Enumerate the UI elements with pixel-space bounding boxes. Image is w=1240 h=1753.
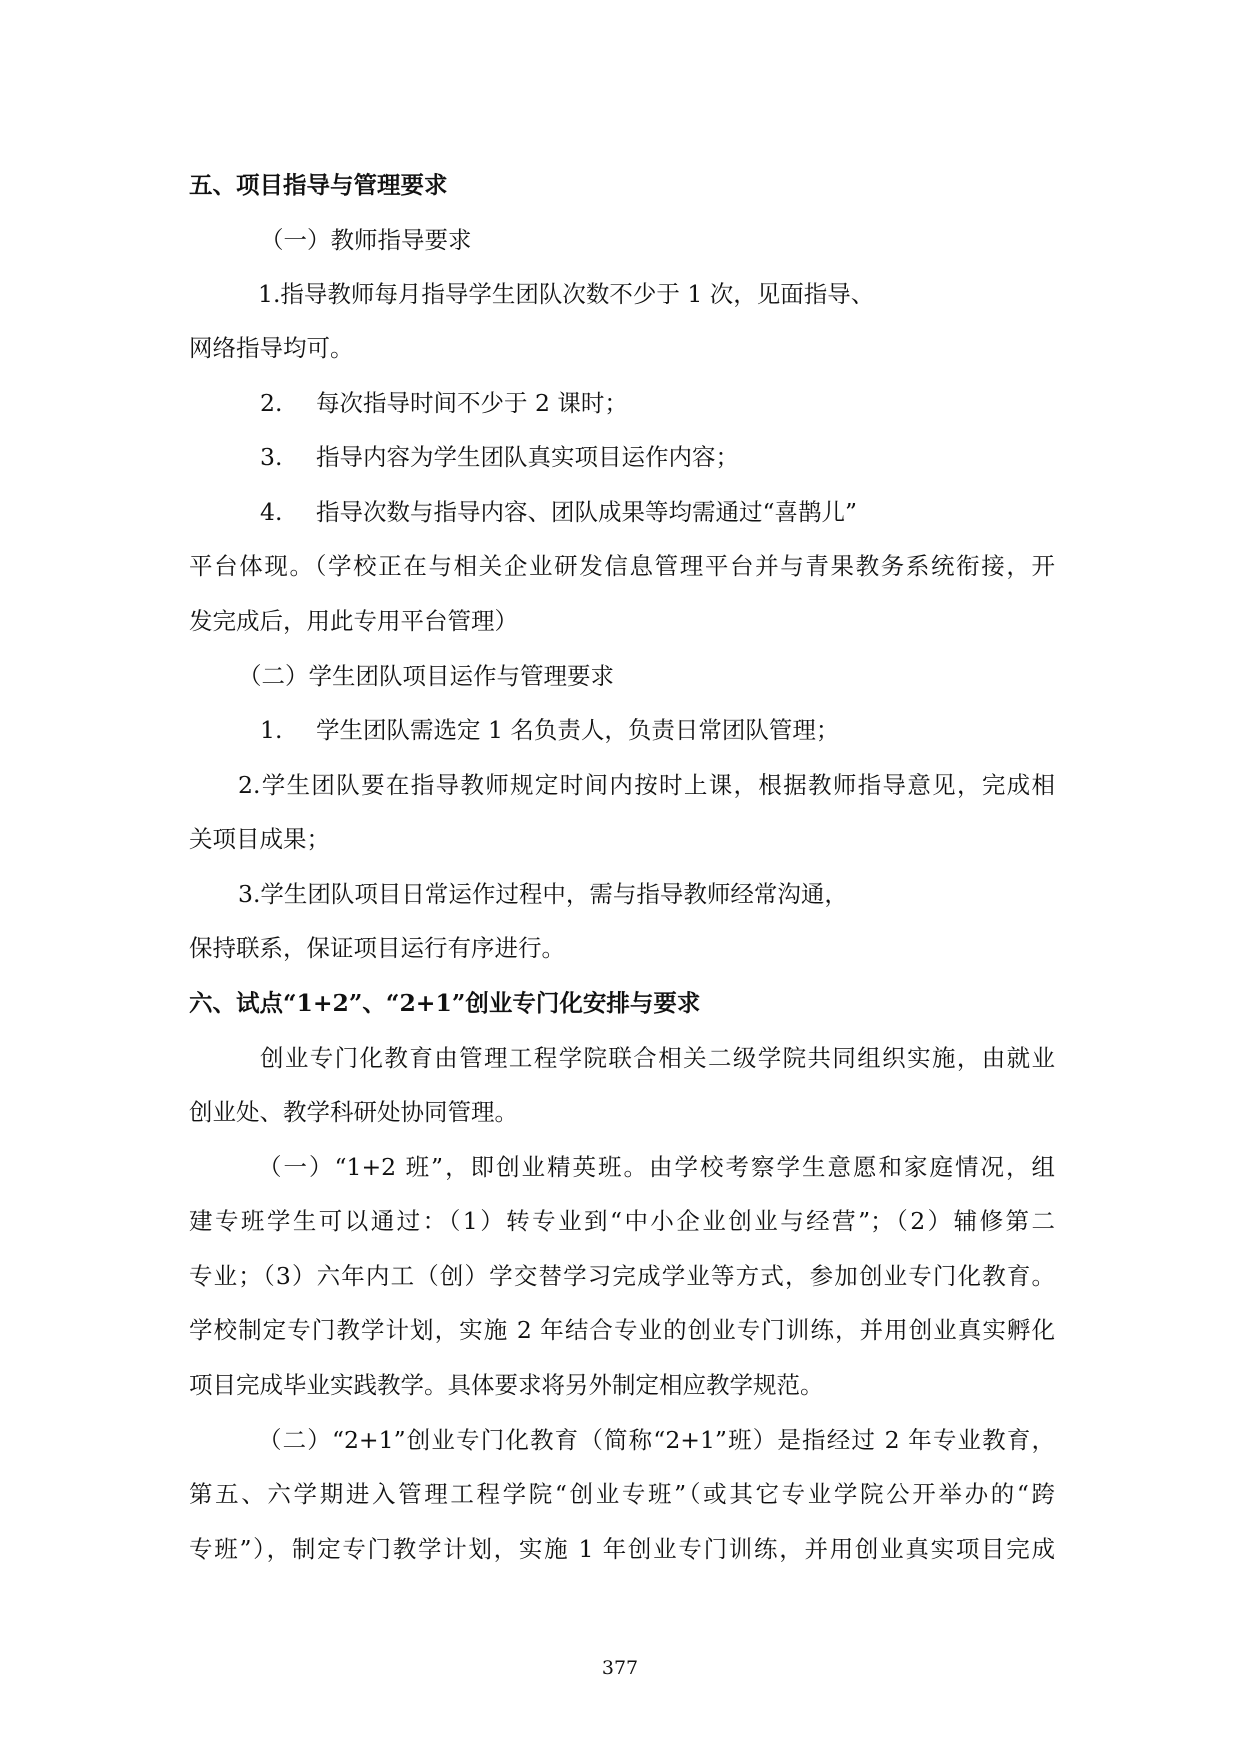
paragraph-line: 第五、六学期进入管理工程学院“创业专班”（或其它专业学院公开举办的“跨 [189, 1480, 1055, 1508]
page-number: 377 [601, 1657, 639, 1679]
paragraph-line: 创业专门化教育由管理工程学院联合相关二级学院共同组织实施，由就业 [260, 1044, 1055, 1072]
subsection-teacher-guidance: （一）教师指导要求 [260, 226, 472, 254]
paragraph-line: 3.学生团队项目日常运作过程中，需与指导教师经常沟通， [238, 880, 848, 908]
paragraph-line: 学校制定专门教学计划，实施 2 年结合专业的创业专门训练，并用创业真实孵化 [189, 1316, 1055, 1344]
paragraph-line: 建专班学生可以通过：（1）转专业到“中小企业创业与经营”；（2）辅修第二 [189, 1207, 1055, 1235]
list-number: 2. [260, 389, 283, 417]
paragraph-line: 1.指导教师每月指导学生团队次数不少于 1 次，见面指导、 [258, 280, 875, 308]
paragraph-line: 创业处、教学科研处协同管理。 [189, 1098, 518, 1126]
list-number: 3. [260, 443, 283, 471]
list-number: 4. [260, 498, 283, 526]
paragraph-line: 网络指导均可。 [189, 334, 354, 362]
paragraph-line: 专业；（3）六年内工（创）学交替学习完成学业等方式，参加创业专门化教育。 [189, 1262, 1055, 1290]
list-text: 学生团队需选定 1 名负责人，负责日常团队管理； [316, 716, 840, 744]
list-item [260, 714, 839, 746]
paragraph-line: 项目完成毕业实践教学。具体要求将另外制定相应教学规范。 [189, 1371, 824, 1399]
list-item [260, 496, 857, 528]
paragraph-line: 平台体现。（学校正在与相关企业研发信息管理平台并与青果教务系统衔接，开 [189, 552, 1055, 580]
paragraph-line: 发完成后，用此专用平台管理） [189, 607, 518, 635]
list-text: 每次指导时间不少于 2 课时； [316, 389, 628, 417]
paragraph-line: （一）“1+2 班”，即创业精英班。由学校考察学生意愿和家庭情况，组 [258, 1153, 1055, 1181]
list-number: 1. [260, 716, 283, 744]
list-item [260, 387, 628, 419]
list-text: 指导次数与指导内容、团队成果等均需通过“喜鹊儿” [316, 498, 858, 526]
list-text: 指导内容为学生团队真实项目运作内容； [316, 443, 739, 471]
section-5-heading: 五、项目指导与管理要求 [189, 171, 448, 199]
paragraph-line: 保持联系，保证项目运行有序进行。 [189, 934, 565, 962]
paragraph-line: 2.学生团队要在指导教师规定时间内按时上课，根据教师指导意见，完成相 [238, 771, 1055, 799]
paragraph-line: （二）“2+1”创业专门化教育（简称“2+1”班）是指经过 2 年专业教育， [258, 1426, 1055, 1454]
paragraph-line: 关项目成果； [189, 825, 330, 853]
section-6-heading: 六、试点“1+2”、“2+1”创业专门化安排与要求 [189, 989, 701, 1017]
paragraph-line: 专班”），制定专门教学计划，实施 1 年创业专门训练，并用创业真实项目完成 [189, 1535, 1055, 1563]
subsection-student-team: （二）学生团队项目运作与管理要求 [238, 662, 614, 690]
list-item [260, 441, 739, 473]
